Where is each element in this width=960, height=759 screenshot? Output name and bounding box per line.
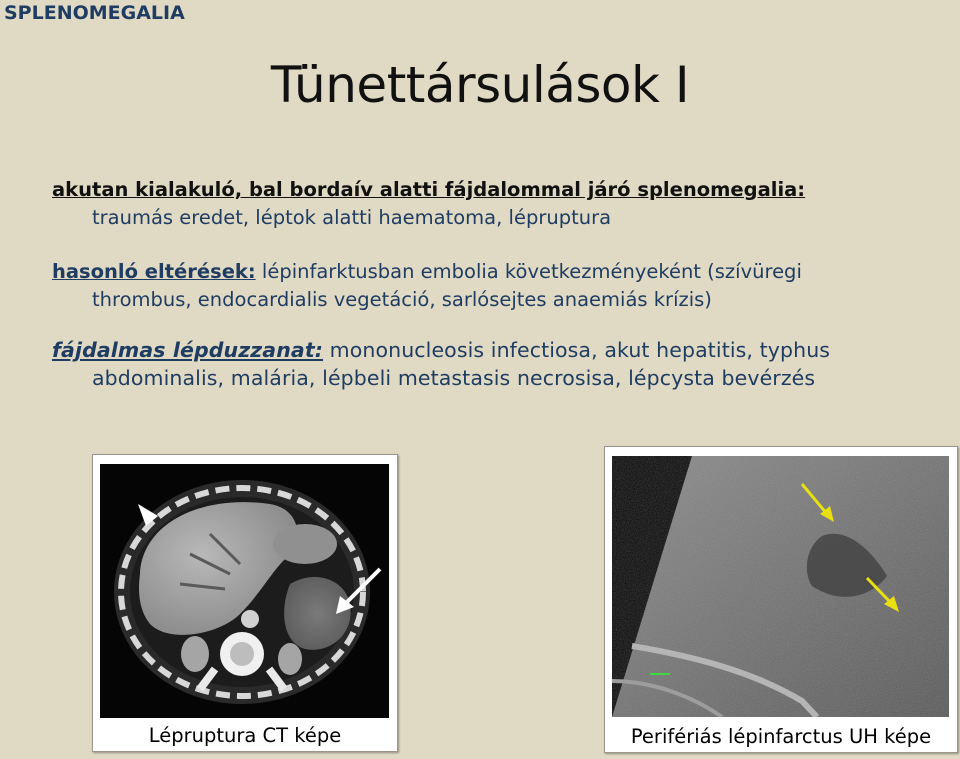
us-caption: Perifériás lépinfarctus UH képe — [630, 725, 932, 748]
ct-figure — [92, 454, 398, 752]
paragraph-continuation: abdominalis, malária, lépbeli metastasis necrosisa, lépcysta bevérzés — [92, 366, 816, 390]
paragraph-rest: mononucleosis infectiosa, akut hepatitis, typhus — [323, 338, 831, 362]
paragraph-rest: lépinfarktusban embolia következményeként (szívüregi — [255, 260, 802, 283]
paragraph-lead: hasonló eltérések: — [52, 260, 256, 283]
paragraph-acute — [52, 176, 952, 232]
ct-image — [100, 464, 389, 718]
us-image — [612, 456, 949, 717]
ct-caption: Lépruptura CT képe — [148, 724, 342, 747]
ultrasound-illustration — [612, 456, 949, 717]
paragraph-painful — [52, 336, 952, 392]
paragraph-similar — [52, 258, 952, 314]
us-figure — [604, 446, 958, 753]
paragraph-continuation: traumás eredet, léptok alatti haematoma, lépruptura — [92, 206, 612, 229]
slide-body — [52, 176, 952, 418]
paragraph-lead: akutan kialakuló, bal bordaív alatti fájdalommal járó splenomegalia: — [52, 178, 806, 201]
paragraph-continuation: thrombus, endocardialis vegetáció, sarlósejtes anaemiás krízis) — [92, 288, 712, 311]
ct-scan-illustration — [100, 464, 389, 718]
section-label: SPLENOMEGALIA — [4, 2, 185, 24]
slide-title: Tünettársulások I — [270, 56, 690, 114]
paragraph-lead: fájdalmas lépduzzanat: — [52, 338, 324, 362]
